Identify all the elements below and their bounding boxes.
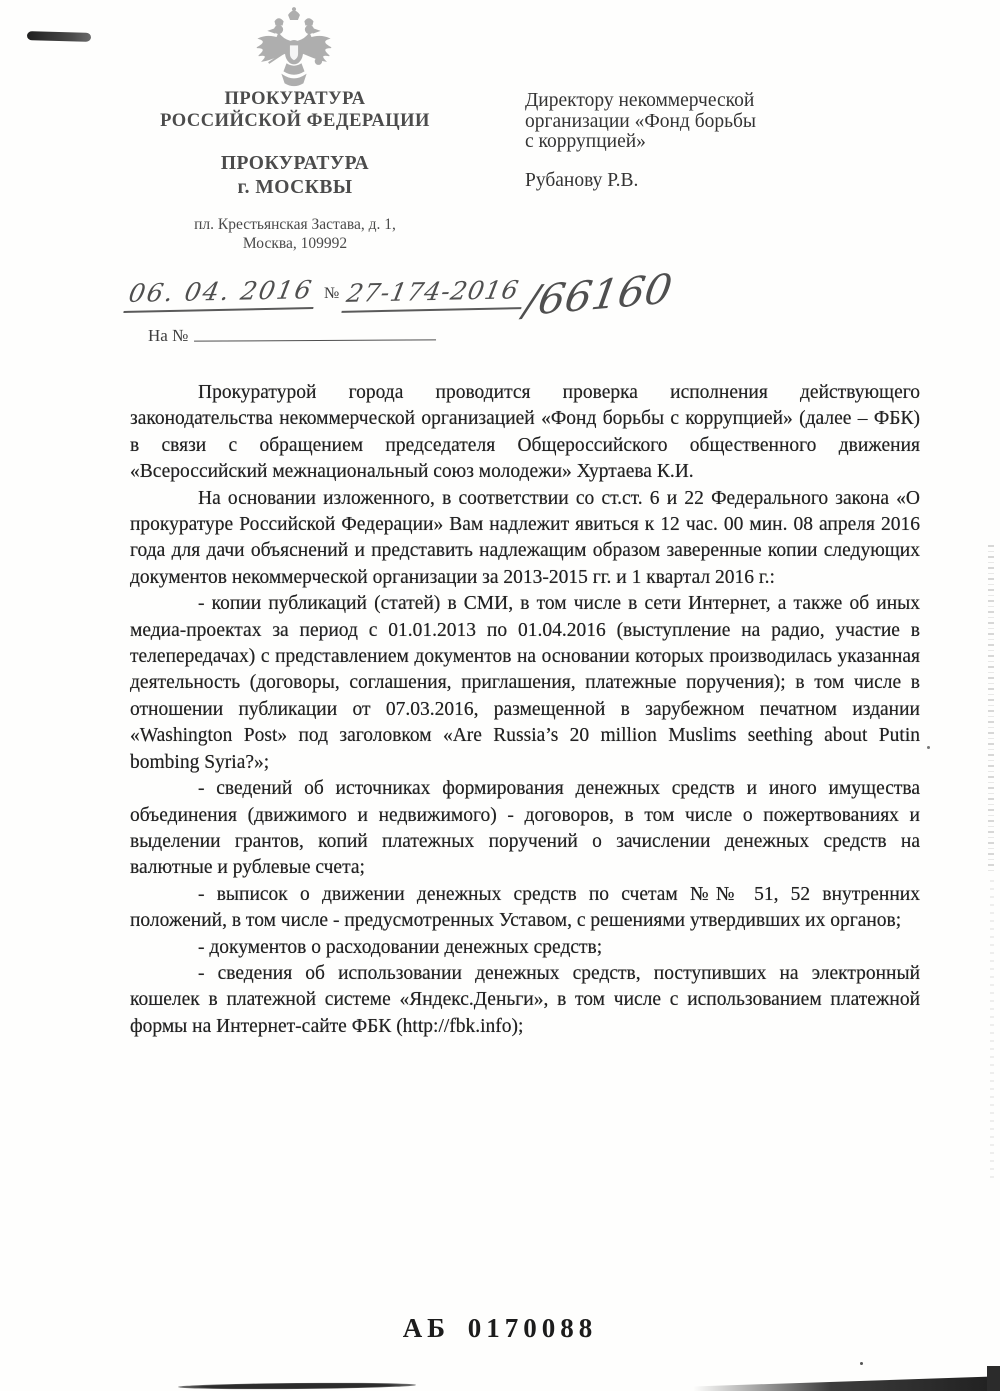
number-sign-label: № (324, 285, 340, 302)
letterhead-org-line1: ПРОКУРАТУРА (224, 89, 366, 109)
scan-artifact-mark (27, 31, 91, 42)
paragraph-item-account-statements: - выписок о движении денежных средств по счетам №№ 51, 52 внутренних положений, в том числе - предусмотренных Уставом, с решениями утвердивших их органов; (130, 883, 920, 932)
recipient-name: Рубанову Р.В. (525, 169, 639, 191)
letterhead-office-line2: г. МОСКВЫ (237, 177, 353, 198)
letterhead-org-line2: РОССИЙСКОЙ ФЕДЕРАЦИИ (160, 111, 430, 131)
in-reply-to-blank-line (194, 325, 436, 341)
scan-edge-noise-lower (990, 880, 994, 1180)
paragraph-summons: На основании изложенного, в соответствии со ст.ст. 6 и 22 Федерального закона «О прокуратуре Российской Федерации» Вам надлежит явиться к 12 час. 00 мин. 08 апреля 2016 года для дачи объяснений и представить надлежащим образом заверенные копии следующих документов некоммерческой организации за 2013-2015 гг. и 1 квартал 2016 г.: (130, 487, 920, 588)
paragraph-item-spending-documents: - документов о расходовании денежных средств; (198, 936, 603, 958)
paragraph-item-yandex-money: - сведения об использовании денежных средств, поступивших на электронный кошелек в платежной системе «Яндекс.Деньги», в том числе с использованием платежной формы на Интернет-сайте ФБК (http://fbk.info); (130, 962, 920, 1037)
scan-edge-noise (988, 545, 994, 875)
scan-speck (927, 746, 930, 749)
letterhead-office-line1: ПРОКУРАТУРА (220, 153, 370, 174)
in-reply-to-row (148, 326, 436, 346)
paragraph-intro: Прокуратурой города проводится проверка исполнения действующего законодательства некоммерческой организацией «Фонд борьбы с коррупцией» (далее – ФБК) в связи с обращением председателя Общероссийского общественного движения «Всероссийский межнациональный союз молодежи» Хуртаева К.И. (130, 382, 920, 483)
scan-speck (860, 1362, 863, 1365)
recipient-line1: Директору некоммерческой (525, 90, 755, 111)
scan-corner-blob (987, 1366, 1000, 1391)
recipient-line3: с коррупцией» (525, 131, 646, 152)
scan-bottom-streak-right (693, 1375, 1000, 1391)
letterhead-address-line1: пл. Крестьянская Застава, д. 1, (194, 216, 396, 233)
letterhead-block (130, 88, 460, 253)
reference-row (126, 262, 676, 326)
handwritten-outgoing-number: 27-174-2016 (342, 275, 528, 313)
form-serial-number: АБ 0170088 (402, 1313, 598, 1343)
handwritten-date: 06. 04. 2016 (123, 275, 319, 313)
paragraph-item-funding-sources: - сведений об источниках формирования денежных средств и иного имущества объединения (движимого и недвижимого) - договоров, в том числе о пожертвованиях и выделении грантов, копий платежных поручений о зачислении денежных средств на валютные и рублевые счета; (130, 778, 920, 879)
russia-coat-of-arms-icon (247, 6, 341, 92)
paragraph-item-publications: - копии публикаций (статей) в СМИ, в том числе в сети Интернет, а также об иных медиа-проектах за период с 01.01.2013 по 01.04.2016 (выступление на радио, участие в телепередачах) с представлением документов на основании которых производилась указанная деятельность (договоры, соглашения, приглашения, платежные поручения); в том числе в отношении публикации от 07.03.2016, размещенной в зарубежном печатном издании «Washington Post» под заголовком «Are Russia’s 20 million Muslims seething about Putin bombing Syria?»; (130, 593, 920, 773)
recipient-line2: организации «Фонд борьбы (525, 110, 757, 132)
letter-body (130, 380, 920, 1040)
recipient-block (525, 91, 905, 191)
letterhead-address-line2: Москва, 109992 (242, 235, 348, 252)
scan-bottom-streak-left (178, 1382, 416, 1390)
handwritten-number-suffix: /66160 (521, 264, 676, 326)
in-reply-to-label: На № (148, 326, 189, 345)
